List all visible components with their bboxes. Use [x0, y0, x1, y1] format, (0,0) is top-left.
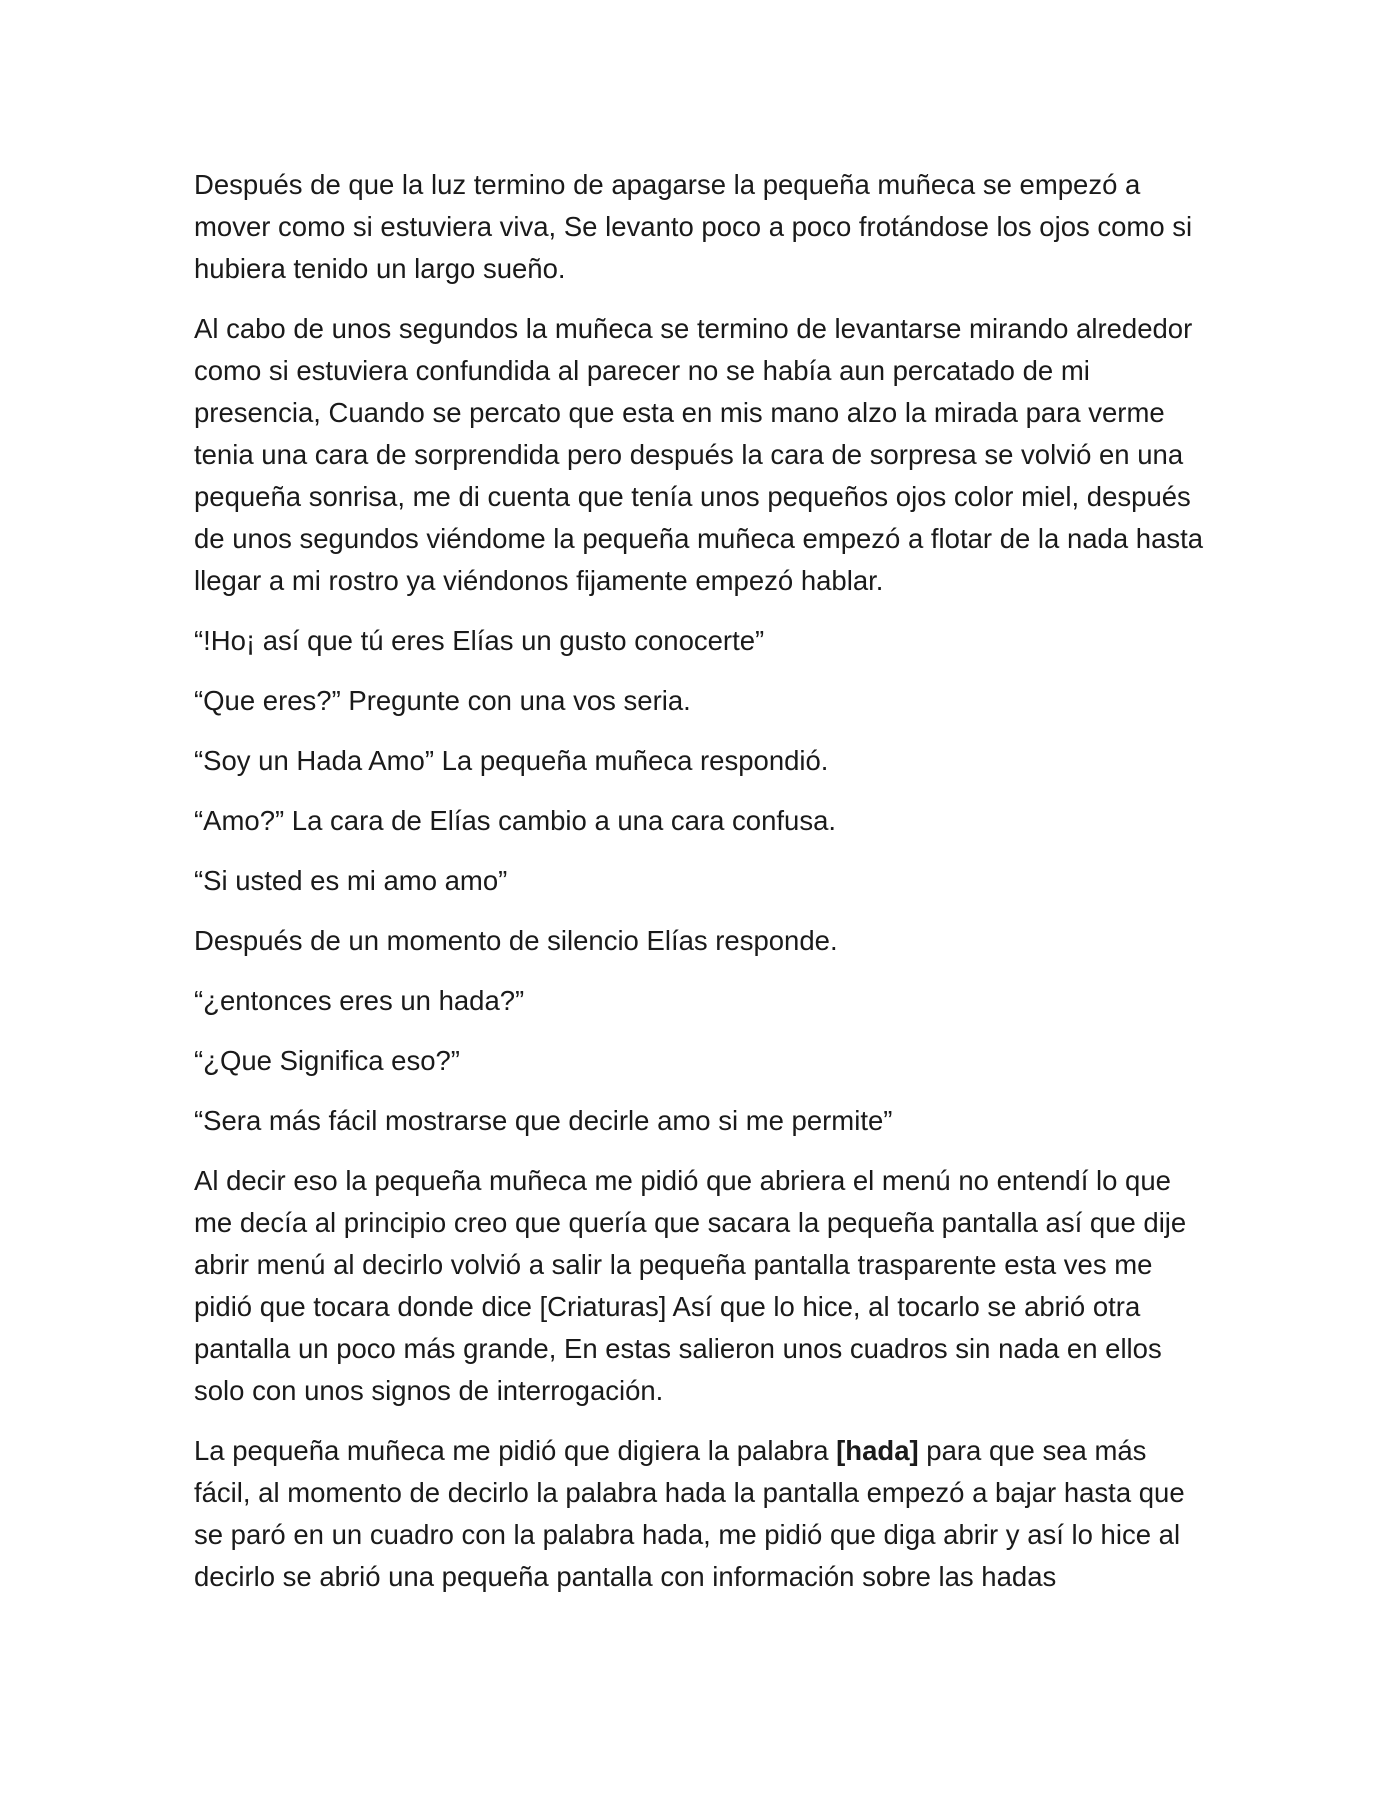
dialogue-line: “Soy un Hada Amo” La pequeña muñeca respondió. [194, 745, 829, 776]
bold-keyword: [hada] [836, 1435, 919, 1466]
paragraph: Al decir eso la pequeña muñeca me pidió que abriera el menú no entendí lo que me decía al principio creo que quería que sacara la pequeña pantalla así que dije abrir menú al decirlo volvió a salir la pequeña pantalla trasparente esta ves me pidió que tocara donde dice [Criaturas] Así que lo hice, al tocarlo se abrió otra pantalla un poco más grande, En estas salieron unos cuadros sin nada en ellos solo con unos signos de interrogación. [194, 1165, 1187, 1406]
paragraph-text-before: La pequeña muñeca me pidió que digiera la palabra [194, 1435, 837, 1466]
dialogue-line: “Si usted es mi amo amo” [194, 865, 508, 896]
dialogue-line: “!Ho¡ así que tú eres Elías un gusto conocerte” [194, 625, 765, 656]
paragraph: Al cabo de unos segundos la muñeca se termino de levantarse mirando alrededor como si estuviera confundida al parecer no se había aun percatado de mi presencia, Cuando se percato que esta en mis mano alzo la mirada para verme tenia una cara de sorprendida pero después la cara de sorpresa se volvió en una pequeña sonrisa, me di cuenta que tenía unos pequeños ojos color miel, después de unos segundos viéndome la pequeña muñeca empezó a flotar de la nada hasta llegar a mi rostro ya viéndonos fijamente empezó hablar. [194, 313, 1204, 596]
dialogue-line: “Amo?” La cara de Elías cambio a una cara confusa. [194, 805, 837, 836]
paragraph: Después de un momento de silencio Elías responde. [194, 925, 838, 956]
dialogue-line: “¿Que Significa eso?” [194, 1045, 460, 1076]
dialogue-line: “¿entonces eres un hada?” [194, 985, 525, 1016]
dialogue-line: “Sera más fácil mostrarse que decirle amo si me permite” [194, 1105, 893, 1136]
document-page [194, 164, 1210, 1616]
paragraph: Después de que la luz termino de apagarse la pequeña muñeca se empezó a mover como si estuviera viva, Se levanto poco a poco frotándose los ojos como si hubiera tenido un largo sueño. [194, 169, 1193, 284]
dialogue-line: “Que eres?” Pregunte con una vos seria. [194, 685, 691, 716]
paragraph-last [194, 1430, 1210, 1598]
paragraph-text-after: para que sea más fácil, al momento de decirlo la palabra hada la pantalla empezó a bajar hasta que se paró en un cuadro con la palabra hada, me pidió que diga abrir y así lo hice al decirlo se abrió una pequeña pantalla con información sobre las hadas [194, 1435, 1185, 1592]
